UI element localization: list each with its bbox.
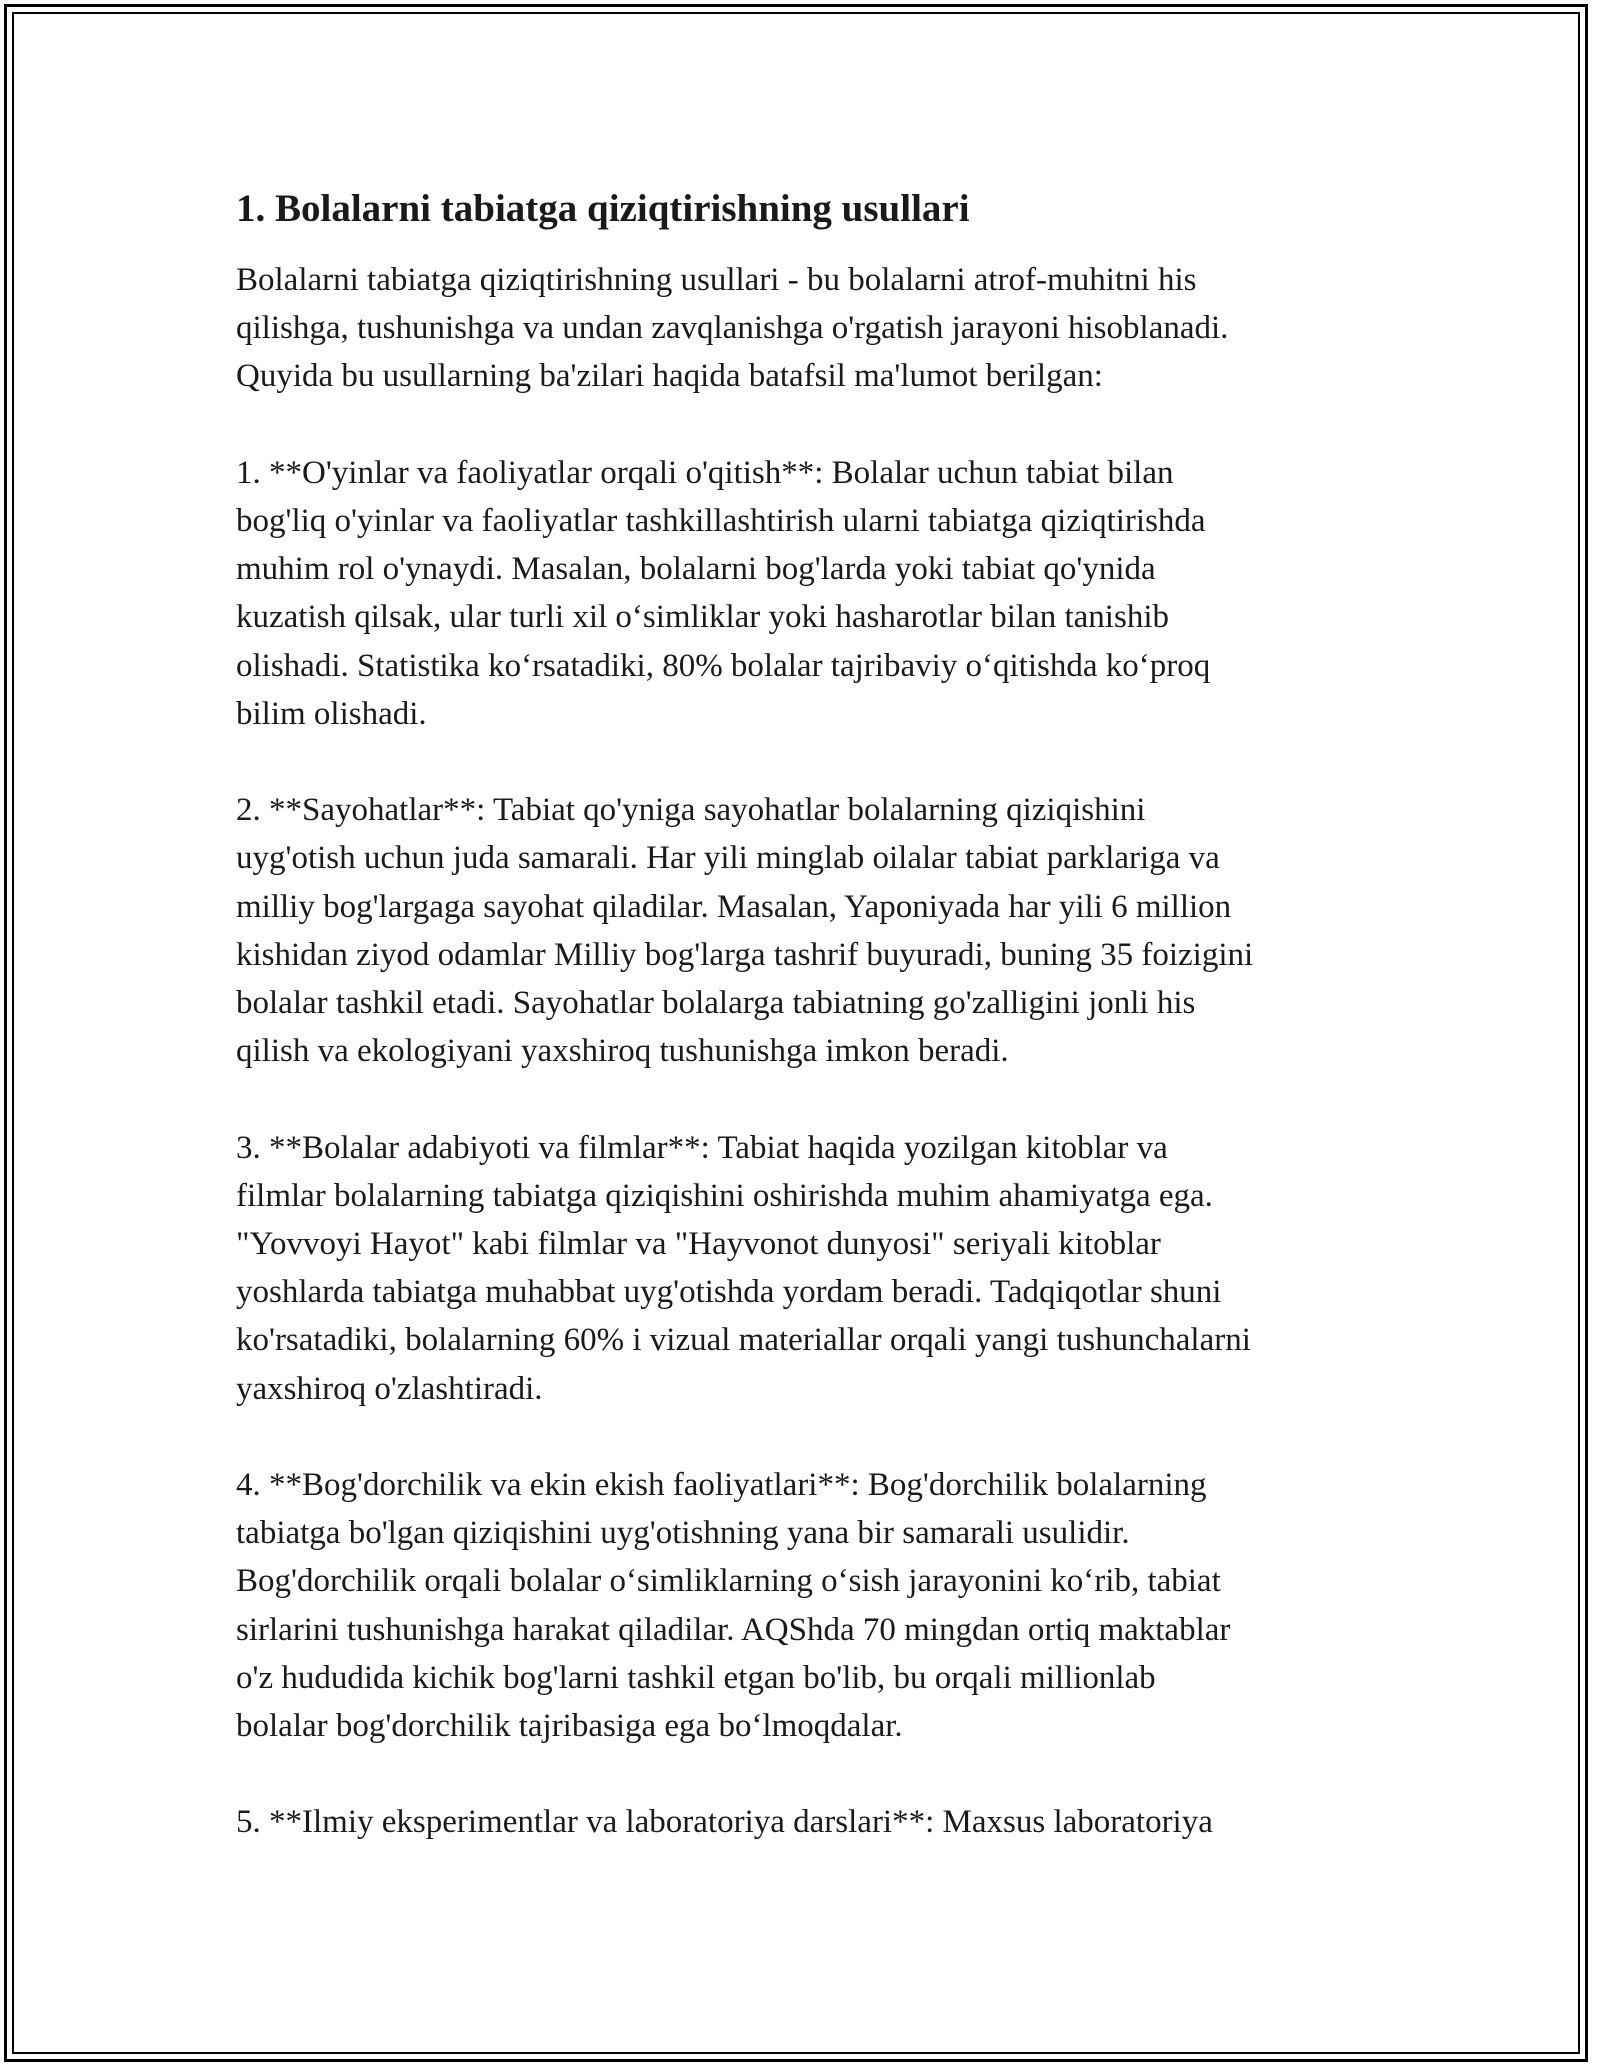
document-content: [236, 185, 1386, 1895]
paragraph-line: milliy bog'largaga sayohat qiladilar. Masalan, Yaponiyada har yili 6 million: [236, 888, 1232, 925]
paragraph-line: sirlarini tushunishga harakat qiladilar. AQShda 70 mingdan ortiq maktablar: [236, 1611, 1231, 1648]
list-item-travel-paragraph: [236, 786, 1386, 1075]
paragraph-line: Quyida bu usullarning ba'zilari haqida batafsil ma'lumot berilgan:: [236, 358, 1103, 395]
paragraph-line: 3. **Bolalar adabiyoti va filmlar**: Tabiat haqida yozilgan kitoblar va: [236, 1129, 1168, 1166]
paragraph-line: bolalar bog'dorchilik tajribasiga ega bo‘lmoqdalar.: [236, 1708, 903, 1745]
paragraph-line: o'z hududida kichik bog'larni tashkil etgan bo'lib, bu orqali millionlab: [236, 1659, 1156, 1696]
paragraph-line: 1. **O'yinlar va faoliyatlar orqali o'qitish**: Bolalar uchun tabiat bilan: [236, 454, 1174, 491]
paragraph-line: Bolalarni tabiatga qiziqtirishning usullari - bu bolalarni atrof-muhitni his: [236, 262, 1197, 298]
paragraph-line: qilish va ekologiyani yaxshiroq tushunishga imkon beradi.: [236, 1033, 1009, 1070]
paragraph-line: bilim olishadi.: [236, 695, 427, 732]
paragraph-line: bolalar tashkil etadi. Sayohatlar bolalarga tabiatning go'zalligini jonli his: [236, 985, 1196, 1022]
paragraph-line: uyg'otish uchun juda samarali. Har yili minglab oilalar tabiat parklariga va: [236, 840, 1220, 877]
paragraph-line: Bog'dorchilik orqali bolalar o‘simliklarning o‘sish jarayonini ko‘rib, tabiat: [236, 1563, 1221, 1600]
paragraph-line: tabiatga bo'lgan qiziqishini uyg'otishning yana bir samarali usulidir.: [236, 1515, 1130, 1552]
list-item-games-paragraph: [236, 449, 1386, 738]
paragraph-line: yoshlarda tabiatga muhabbat uyg'otishda yordam beradi. Tadqiqotlar shuni: [236, 1274, 1222, 1311]
paragraph-line: 5. **Ilmiy eksperimentlar va laboratoriya darslari**: Maxsus laboratoriya: [236, 1804, 1213, 1841]
paragraph-line: "Yovvoyi Hayot" kabi filmlar va "Hayvonot dunyosi" seriyali kitoblar: [236, 1226, 1161, 1263]
page-title: 1. Bolalarni tabiatga qiziqtirishning usullari: [236, 187, 970, 230]
paragraph-line: yaxshiroq o'zlashtiradi.: [236, 1370, 543, 1407]
paragraph-line: 4. **Bog'dorchilik va ekin ekish faoliyatlari**: Bog'dorchilik bolalarning: [236, 1467, 1207, 1504]
intro-paragraph: [236, 256, 1386, 401]
paragraph-line: olishadi. Statistika ko‘rsatadiki, 80% bolalar tajribaviy o‘qitishda ko‘proq: [236, 647, 1211, 684]
paragraph-line: qilishga, tushunishga va undan zavqlanishga o'rgatish jarayoni hisoblanadi.: [236, 310, 1229, 347]
list-item-experiments-paragraph: [236, 1798, 1386, 1846]
paragraph-line: 2. **Sayohatlar**: Tabiat qo'yniga sayohatlar bolalarning qiziqishini: [236, 792, 1146, 829]
list-item-gardening-paragraph: [236, 1461, 1386, 1750]
paragraph-line: kishidan ziyod odamlar Milliy bog'larga tashrif buyuradi, buning 35 foizigini: [236, 936, 1254, 973]
list-item-literature-paragraph: [236, 1124, 1386, 1413]
paragraph-line: ko'rsatadiki, bolalarning 60% i vizual materiallar orqali yangi tushunchalarni: [236, 1322, 1251, 1359]
paragraph-line: bog'liq o'yinlar va faoliyatlar tashkillashtirish ularni tabiatga qiziqtirishda: [236, 503, 1206, 539]
paragraph-line: kuzatish qilsak, ular turli xil o‘simliklar yoki hasharotlar bilan tanishib: [236, 599, 1169, 636]
paragraph-line: filmlar bolalarning tabiatga qiziqishini oshirishda muhim ahamiyatga ega.: [236, 1177, 1213, 1214]
paragraph-line: muhim rol o'ynaydi. Masalan, bolalarni bog'larda yoki tabiat qo'ynida: [236, 551, 1156, 588]
